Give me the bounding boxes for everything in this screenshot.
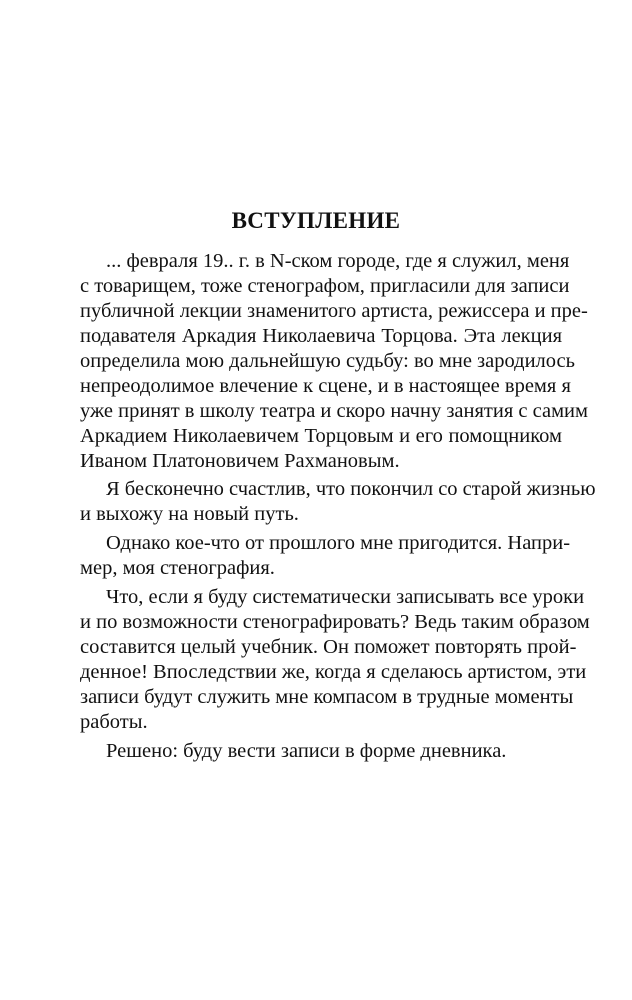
- text-line: Я бесконечно счастлив, что покончил со старой жизнью: [106, 478, 596, 500]
- text-line: Иваном Платоновичем Рахмановым.: [80, 450, 400, 472]
- text-line: Аркадием Николаевичем Торцовым и его помощником: [80, 425, 562, 447]
- text-line: непреодолимое влечение к сцене, и в настоящее время я: [80, 375, 571, 397]
- text-line: Что, если я буду систематически записывать все уроки: [106, 586, 585, 608]
- text-line: подавателя Аркадия Николаевича Торцова. Эта лекция: [80, 325, 562, 347]
- text-line: составится целый учебник. Он поможет повторять прой-: [80, 636, 577, 658]
- text-line: денное! Впоследствии же, когда я сделаюсь артистом, эти: [80, 661, 587, 683]
- text-line: с товарищем, тоже стенографом, пригласили для записи: [80, 275, 570, 297]
- text-line: уже принят в школу театра и скоро начну занятия с самим: [80, 400, 588, 422]
- text-line: мер, моя стенография.: [80, 557, 275, 579]
- text-line: Однако кое-что от прошлого мне пригодится. Напри-: [106, 532, 571, 554]
- text-line: работы.: [80, 711, 148, 733]
- text-line: Решено: буду вести записи в форме дневника.: [106, 740, 507, 762]
- text-line: и выхожу на новый путь.: [80, 503, 299, 525]
- text-line: публичной лекции знаменитого артиста, режиссера и пре-: [80, 300, 588, 322]
- chapter-heading: ВСТУПЛЕНИЕ: [231, 208, 401, 233]
- text-line: и по возможности стенографировать? Ведь таким образом: [80, 611, 590, 633]
- text-line: определила мою дальнейшую судьбу: во мне зародилось: [80, 350, 575, 372]
- text-line: ... февраля 19.. г. в N-ском городе, где я служил, меня: [106, 250, 570, 272]
- text-line: записи будут служить мне компасом в трудные моменты: [80, 686, 574, 708]
